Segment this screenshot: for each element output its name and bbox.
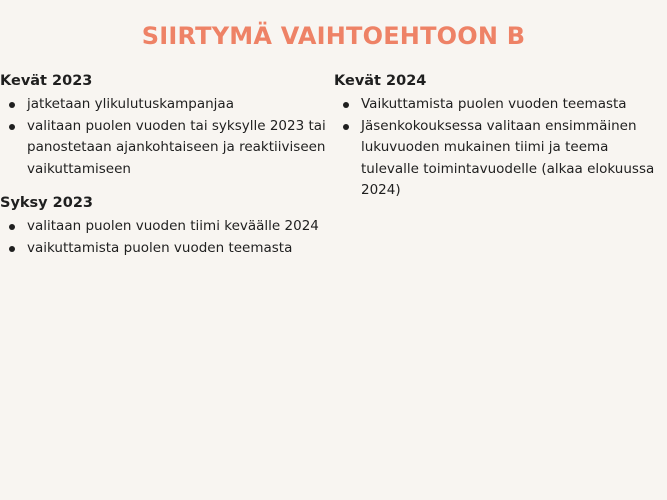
bullet-list (0, 216, 330, 259)
bullet-icon (343, 102, 349, 108)
bullet-icon (343, 124, 349, 130)
list-item-text: valitaan puolen vuoden tiimi keväälle 2024 (27, 218, 319, 234)
list-item (0, 216, 330, 238)
list-item-text: Jäsenkokouksessa valitaan ensimmäinen lukuvuoden mukainen tiimi ja teema tulevalle toimintavuodelle (alkaa elokuussa 2024) (361, 117, 655, 198)
list-item-text: Vaikuttamista puolen vuoden teemasta (361, 96, 627, 112)
right-column (334, 70, 664, 214)
list-item (0, 94, 330, 116)
list-item (334, 94, 664, 116)
bullet-list (334, 94, 664, 202)
list-item (0, 116, 330, 181)
section-heading: Syksy 2023 (0, 195, 94, 211)
list-item-text: valitaan puolen vuoden tai syksylle 2023 tai panostetaan ajankohtaiseen ja reaktiiviseen vaikuttamiseen (27, 117, 326, 177)
bullet-icon (9, 102, 15, 108)
section-heading: Kevät 2024 (334, 73, 427, 89)
bullet-icon (9, 124, 15, 130)
section-kevat-2024 (334, 70, 664, 202)
list-item (0, 238, 330, 260)
page-title: SIIRTYMÄ VAIHTOEHTOON B (141, 22, 526, 50)
bullet-list (0, 94, 330, 180)
bullet-icon (9, 246, 15, 252)
list-item-text: jatketaan ylikulutuskampanjaa (27, 96, 234, 112)
section-kevat-2023 (0, 70, 330, 180)
list-item-text: vaikuttamista puolen vuoden teemasta (27, 239, 293, 256)
section-syksy-2023 (0, 192, 330, 259)
bullet-icon (9, 224, 15, 230)
list-item (334, 116, 664, 202)
section-heading: Kevät 2023 (0, 73, 93, 89)
left-column (0, 70, 330, 271)
